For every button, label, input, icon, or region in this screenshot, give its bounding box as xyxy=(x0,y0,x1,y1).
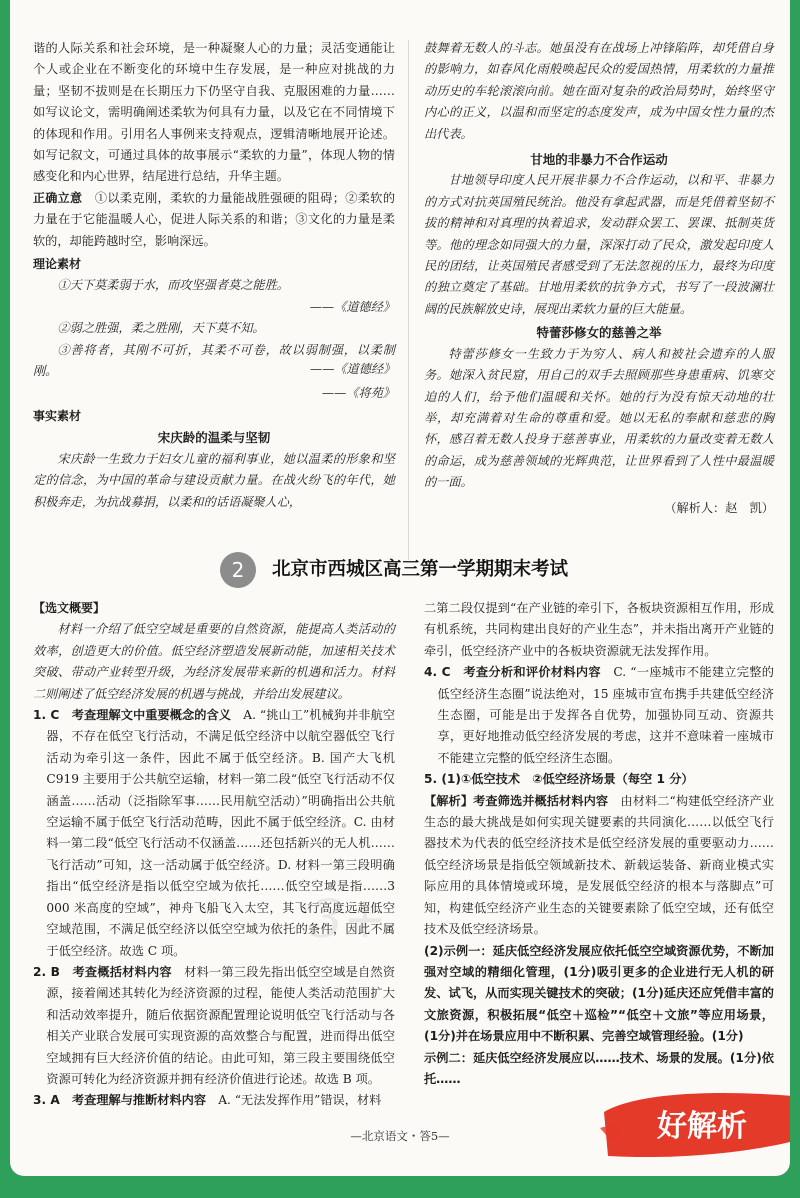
material-title: 特蕾莎修女的慈善之举 xyxy=(536,325,662,341)
page-footer: —北京语文・答5— xyxy=(350,1129,450,1143)
sample-answer: (2)示例一：延庆低空经济发展应依托低空空域资源优势，不断加强对空域的精细化管理，(1分)吸引更多的企业进行无人机的研发、试飞，从而实现关键技术的突破；(1分)延庆还应凭借丰富的文旅资源，积极拓展“低空＋巡检”“低空＋文旅”等应用场景，(1分)并在场景应用中不断积累、完善空域管理经验。(1分) xyxy=(424,943,774,1044)
answer-heading: 1. C 考查理解文中重要概念的含义 xyxy=(33,708,232,723)
paragraph: 鼓舞着无数人的斗志。她虽没有在战场上冲锋陷阵，却凭借自身的影响力，如春风化雨般唤起民众的爱国热情，用柔软的力量推动历史的车轮滚滚向前。她在面对复杂的政治局势时，始终坚守内心的正义，以温和而坚定的态度发声，成为中国女性力量的杰出代表。 xyxy=(424,41,774,141)
right-top-column xyxy=(424,38,774,519)
section-label: 事实素材 xyxy=(33,408,82,423)
quote-source: ——《道德经》 xyxy=(310,362,396,376)
left-bottom-column xyxy=(33,598,395,1112)
summary-text: 材料一介绍了低空空域是重要的自然资源，能提高人类活动的效率，创造更大的价值。低空经济塑造发展新动能，加速相关技术突破、带动产业转型升级，为经济发展带来新的机遇和活力。材料二则阐述了低空经济发展的机遇与挑战，并给出发展建议。 xyxy=(33,622,395,701)
quote-source: ——《道德经》 xyxy=(309,299,395,314)
quote: ①天下莫柔弱于水，而攻坚强者莫之能胜。 xyxy=(57,278,289,293)
paragraph: 特蕾莎修女一生致力于为穷人、病人和被社会遗弃的人服务。她深入贫民窟，用自己的双手去照顾那些身患重病、饥寒交迫的人们，给予他们温暖和关怀。她的行为没有惊天动地的壮举，却充满着对生命的尊重和爱。她以无私的奉献和慈悲的胸怀，感召着无数人投身于慈善事业，用柔软的力量改变着无数人的命运，成为慈善领域的光辉典范，让世界看到了人性中最温暖的一面。 xyxy=(424,346,774,490)
analysis-label: 【解析】考查筛选并概括材料内容 xyxy=(424,793,609,808)
paragraph: 宋庆龄一生致力于妇女儿童的福利事业，她以温柔的形象和坚定的信念，为中国的革命与建设贡献力量。在战火纷飞的年代，她积极奔走，为抗战募捐，以柔和的话语凝聚人心， xyxy=(33,451,395,509)
answer-text: A. “无法发挥作用”错误，材料 xyxy=(218,1093,382,1108)
right-bottom-column xyxy=(424,598,774,1090)
section-header xyxy=(220,552,590,588)
section-label: 正确立意 xyxy=(33,190,83,205)
material-title: 甘地的非暴力不合作运动 xyxy=(530,152,668,168)
answer-heading: 4. C 考查分析和评价材料内容 xyxy=(424,665,601,680)
section-number: 2 xyxy=(220,552,256,588)
brush-stamp xyxy=(598,1082,790,1166)
answer-heading: 2. B 考查概括材料内容 xyxy=(33,964,172,979)
answer-heading: 5. (1)①低空技术 ②低空经济场景（每空 1 分） xyxy=(424,772,694,787)
answer-heading: 3. A 考查理解与推断材料内容 xyxy=(33,1093,207,1108)
column-divider xyxy=(408,40,409,560)
sample-answer: 示例二：延庆低空经济发展应以……技术、场景的发展。(1分)依托…… xyxy=(424,1050,774,1086)
answer-text: C. “一座城市不能建立完整的低空经济生态圈”说法绝对，15 座城市宣布携手共建低空经济生态圈，可能是出于发挥各自优势，加强协同互动、资源共享，更好地推动低空经济发展的考虑，这并不意味着一座城市不能建立完整的低空经济生态圈。 xyxy=(437,665,774,765)
analysis-text: 由材料二“构建低空经济产业生态的最大挑战是如何实现关键要素的共同演化……以低空飞行器技术为代表的低空经济技术是低空经济发展的重要驱动力……低空经济场景是指低空领域新技术、新载运装备、新商业模式实际应用的具体情境或环境，是发展低空经济的根本与落脚点”可知，构建低空经济产业生态的关键要素除了低空空域，还有低空技术及低空经济场景。 xyxy=(424,793,775,937)
stamp-label: 好解析 xyxy=(657,1109,747,1144)
paragraph: ①以柔克刚，柔软的力量能战胜强硬的阻碍；②柔软的力量在于它能温暖人心，促进人际关系的和谐；③文化的力量是柔软的，却能跨越时空，影响深远。 xyxy=(33,190,396,248)
paragraph: 谐的人际关系和社会环境，是一种凝聚人心的力量；灵活变通能让个人或企业在不断变化的环境中生存发展，是一种应对挑战的力量；坚韧不拔则是在长期压力下仍坚守自我、克服困难的力量……如写议论文，需明确阐述柔软为何具有力量，以及它在不同情境下的体现和作用。引用名人事例来支持观点，逻辑清晰地展开论述。如写记叙文，可通过具体的故事展示“柔软的力量”，体现人物的情感变化和内心世界，结尾进行总结，升华主题。 xyxy=(33,41,395,184)
left-top-column xyxy=(33,38,395,513)
quote-source: ——《将苑》 xyxy=(321,385,395,400)
answer-text: 材料一第三段先指出低空空域是自然资源，接着阐述其转化为经济资源的过程，能使人类活动范围扩大和活动效率提升，随后依据资源配置理论说明低空飞行活动与各相关产业联合发展可实现资源的高效整合与配置，进而得出低空空域拥有巨大经济价值的结论。由此可知，第三段主要围绕低空资源可转化为经济资源并拥有经济价值进行论述。故选 B 项。 xyxy=(46,964,396,1086)
quote: ②弱之胜强，柔之胜刚，天下莫不知。 xyxy=(57,321,265,336)
answer-text: 二第二段仅提到“在产业链的牵引下，各板块资源相互作用，形成有机系统，共同构建出良好的产业生态”，并未指出离开产业链的牵引，低空经济产业中的各板块资源就无法发挥作用。 xyxy=(424,601,774,658)
author-credit: （解析人：赵 凯） xyxy=(664,500,774,515)
section-label: 理论素材 xyxy=(33,257,82,272)
answer-text: A. “挑山工”机械狗并非航空器，不存在低空飞行活动，不满足低空经济中以航空器低空飞行活动为牵引这一条件，因此不属于低空经济。B. 国产大飞机 C919 主要用于公共航空运输，材料一第二段“低空飞行活动不仅涵盖……活动（泛指除军事……民用航空活动）”明确指出公共航空运输不属于低空飞行活动范畴，因此不属于低空经济。C. 由材料一第二段“低空飞行活动不仅涵盖……还包括新兴的无人机……飞行活动”可知，这一活动属于低空经济。D. 材料一第三段明确指出“低空经济是指以低空空域为依托……低空空域是指……3 000 米高度的空域”，神舟飞船飞入太空，其飞行高度远超低空空域范围，不满足低空经济以低空空域为依托的条件，因此不属于低空经济。故选 C 项。 xyxy=(46,708,396,958)
answer-sheet-page xyxy=(10,0,790,1176)
material-title: 宋庆龄的温柔与坚韧 xyxy=(157,430,271,446)
section-title: 北京市西城区高三第一学期期末考试 xyxy=(272,559,569,580)
paragraph: 甘地领导印度人民开展非暴力不合作运动，以和平、非暴力的方式对抗英国殖民统治。他没有拿起武器，而是凭借着坚韧不拔的精神和对真理的执着追求，发动群众罢工、罢课、抵制英货等。他的理念如同强大的力量，深深打动了民众，激发起印度人民的团结，让英国殖民者感受到了无法忽视的压力，最终为印度的独立奠定了基础。甘地用柔软的抗争方式，书写了一段波澜壮阔的民族解放史诗，展现出柔软力量的巨大能量。 xyxy=(424,173,774,316)
quote: ③善将者，其刚不可折，其柔不可卷，故以弱制强，以柔制刚。 xyxy=(33,342,395,379)
watermark: 3+ xyxy=(310,890,387,950)
summary-label: 【选文概要】 xyxy=(33,601,106,615)
